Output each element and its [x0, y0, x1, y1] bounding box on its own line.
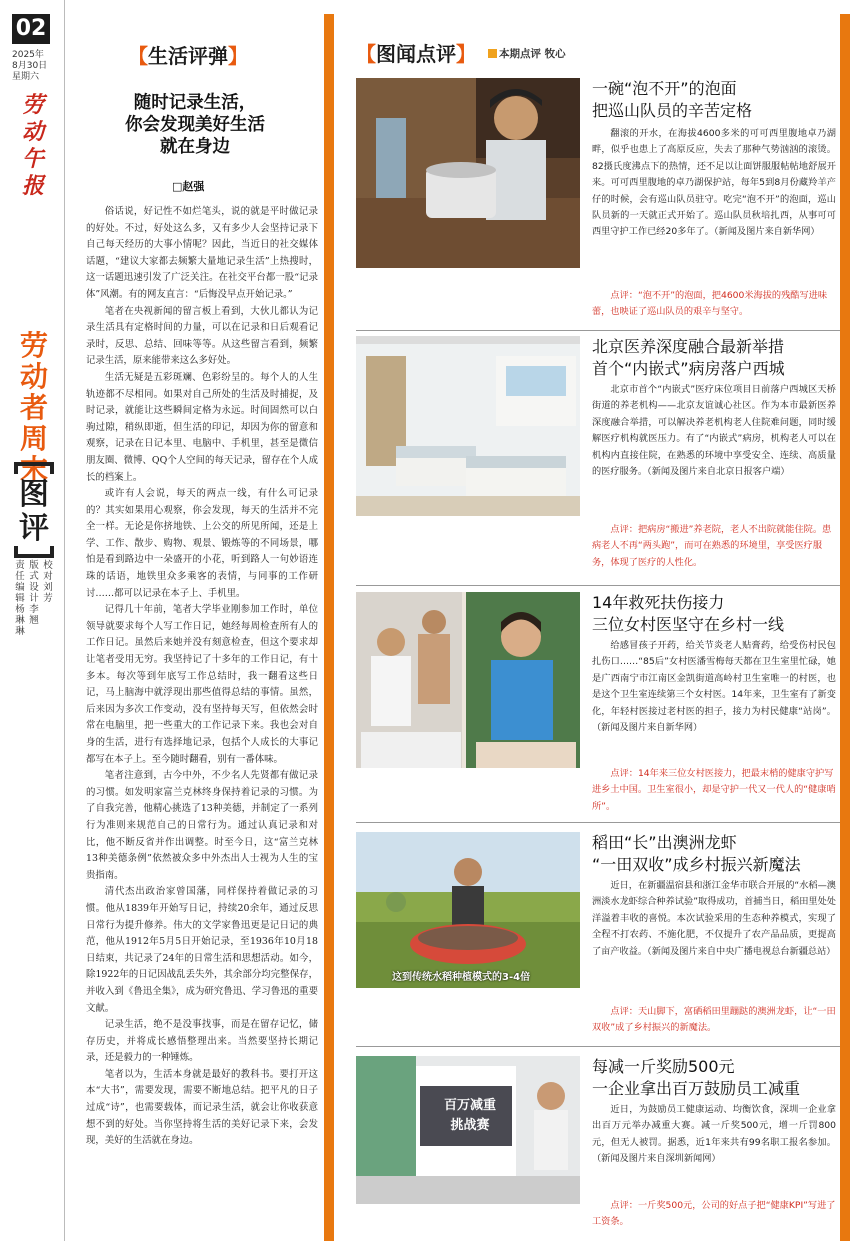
paragraph: 笔者在央视新闻的留言板上看到，大伙儿都认为记录生活具有定格时间的力量，可以在记录和日后观看记录时，反思、总结、回味等等。从这些留言看到，频繁记录生活，原来能带来这么多好处。 [86, 305, 318, 367]
story-photo [356, 78, 580, 268]
paragraph: 俗话说，好记性不如烂笔头，说的就是平时做记录的好处。不过，好处这么多，又有多少人会坚持记录下自己每天经历的大事小情呢？因此，当近日的社交媒体话题，“建议大家都去频繁大量地记录生活”上热搜时，这一话题迅速引发了广泛关注。在社交平台都一股“记录体”风潮。有的网友直言：“后悔没早点开始记录。” [86, 206, 318, 300]
story-title: 14年救死扶伤接力 三位女村医坚守在乡村一线 [592, 593, 785, 634]
story-body: 给感冒孩子开药，给关节炎老人贴膏药，给受伤村民包扎伤口……“85后”女村医潘雪梅每天都在卫生室里忙碌，她是广西南宁市江南区金凯街道高岭村卫生室唯一的村医，也是这个卫生室连续第三个女村医。14年来，卫生室有了新变化，年轻村医接过老村医的担子，接力为村民健康“站岗”。（新闻及图片来自新华网） [592, 640, 836, 734]
column-tag: 【图闻点评】 [356, 42, 476, 66]
story-divider [356, 330, 840, 331]
story-comment: 点评：14年来三位女村医接力，把最末梢的健康守护写进乡土中国。卫生室很小，却是守护一代又一代人的“健康哨所”。 [592, 768, 836, 812]
credit-proofreader: 校 对 刘芳 [43, 560, 53, 604]
story-photo [356, 336, 580, 516]
news-story [356, 1056, 840, 1236]
story-body: 近日，在新疆温宿县和浙江金华市联合开展的“水稻—澳洲淡水龙虾综合种养试验”取得成功，首捕当日，稻田里处处洋溢着丰收的喜悦。本次试验采用的生态种养模式，实现了全程不打农药、不施化肥，不仅提升了农产品品质，更提高了亩产收益。（新闻及图片来自中央广播电视总台新疆总站） [592, 880, 836, 957]
article-body [86, 204, 318, 1150]
paragraph: 记得几十年前，笔者大学毕业刚参加工作时，单位领导就要求每个人写工作日记，她经每周检查所有人的工作日记。虽然后来她并没有刻意检查，但这个要求却让笔者受用无穷。我坚持记了十多年的工作日记，有十多本。每次等到年底写工作总结时，我一翻看这些日记，马上脑海中就浮现出那些值得总结的事情。虽然，后来因为多次工作变动，没有坚持每天写，但依然会时常在电脑里，把一些重大的工作记录下来。我也会对自身的生活，进行有选择地记录，包括个人成长的大事记都写在本子上。至今随时翻看，别有一番体味。 [86, 604, 318, 765]
masthead-strip [0, 0, 70, 1241]
story-comment: 点评：天山脚下，富硒稻田里蹦跶的澳洲龙虾，让“一田双收”成了乡村振兴的新魔法。 [592, 1006, 836, 1034]
story-comment: 点评：“泡不开”的泡面，把4600米海拔的残酷写进味蕾，也映证了巡山队员的艰辛与坚守。 [592, 290, 828, 318]
paragraph: 笔者注意到，古今中外，不少名人先贤都有做记录的习惯。如发明家富兰克林终身保持着记录的习惯。为了自我完善，他精心挑选了13种美德，并制定了一系列行为准则来规范自己的日常行为。通过认真记录和对比，他不断反省并作出调整。时至今日，这“富兰克林13种美德条例”依然被众多中外杰出人士视为人生的宝贵指南。 [86, 770, 318, 881]
news-story [356, 592, 840, 822]
date-month-day: 8月30日 [12, 61, 48, 71]
story-divider [356, 585, 840, 586]
news-story [356, 78, 840, 328]
article-headline: 随时记录生活， 你会发现美好生活 就在身边 [125, 93, 265, 157]
story-photo [356, 1056, 580, 1204]
paragraph: 记录生活，绝不是没事找事，而是在留存记忆，储存历史，并将成长感悟整理出来。当然要坚持长期记录，还是毅力的一种锤炼。 [86, 1019, 318, 1064]
newspaper-logo: 劳动午报 [21, 92, 44, 199]
bracket-top-decoration [14, 462, 54, 474]
orange-edge [840, 14, 850, 1241]
column-subhead: 本期点评 牧心 [499, 48, 566, 60]
story-body: 近日，为鼓励员工健康运动、均衡饮食，深圳一企业拿出百万元举办减重大赛。减一斤奖500元，增一斤罚800元，但无人被罚。据悉，近1年来共有99名职工报名参加。（新闻及图片来自深圳新闻网） [592, 1104, 836, 1165]
photo-sign-line2: 挑战赛 [450, 1118, 490, 1133]
paragraph: 清代杰出政治家曾国藩，同样保持着做记录的习惯。他从1839年开始写日记，持续20余年，通过反思日常行为提升修养。伟大的文学家鲁迅更是记日记的典范，他从1912年5月5日开始记录，至1936年10月18日结束，共记录了24年的日常生活和思想活动。如今，除1922年的日记因战乱丢失外，其余部分均完整保存，并收入到《鲁迅全集》，成为研究鲁迅、学习鲁迅的重要文献。 [86, 886, 318, 1014]
credit-editor: 责任编辑 杨琳琳 [15, 560, 25, 637]
story-comment: 点评：把病房“搬进”养老院，老人不出院就能住院。患病老人不再“两头跑”，而可在熟悉的环境里，享受医疗服务，体现了医疗的人性化。 [592, 524, 832, 568]
photo-caption: 这到传统水稻种植模式的3-4倍 [392, 972, 531, 983]
credit-designer: 版式设计 李翘 [29, 560, 39, 626]
news-story [356, 832, 840, 1042]
orange-separator [324, 14, 334, 1241]
column-tag: 【生活评弹】 [128, 44, 248, 68]
story-photo [356, 592, 580, 768]
story-body: 翻滚的开水，在海拔4600多米的可可西里腹地卓乃湖畔，似乎也患上了高原反应，失去了那种气势汹汹的滚烫。82摄氏度沸点下的热情，还不足以让面饼服服帖帖地舒展开来。可可西里腹地的卓乃湖保护站，每年5到8月份藏羚羊产仔的时候，会有巡山队员驻守。吃完“泡不开”的泡面，巡山队员新的一天就正式开始了。巡山队员秋培扎西，从事可可西里守护工作已经20多年了。（新闻及图片来自新华网） [592, 128, 836, 238]
date-weekday: 星期六 [12, 72, 40, 82]
story-comment: 点评：一斤奖500元，公司的好点子把“健康KPI”写进了工资条。 [592, 1200, 836, 1228]
bracket-bottom-decoration [14, 546, 54, 558]
paragraph: 或许有人会说，每天的两点一线，有什么可记录的？其实如果用心观察，你会发现，每天的生活并不完全一样。无论是你挤地铁、上公交的所见所闻，还是上学、工作、散步、购物、观景、锻炼等的不同场景，哪怕是看到路边中一朵盛开的小花，听到路人一句妙语连珠的话语，地铁里众多乘客的表情，与同事的工作研讨……都可以记录在本子上、手机里。 [86, 488, 318, 599]
section-subtitle: 图评 [19, 477, 49, 546]
story-title: 北京医养深度融合最新举措 首个“内嵌式”病房落户西城 [592, 337, 785, 378]
square-icon [488, 49, 497, 58]
story-title: 稻田“长”出澳洲龙虾 “一田双收”成乡村振兴新魔法 [592, 833, 801, 874]
page-number: 02 [12, 14, 50, 44]
story-title: 每减一斤奖励500元 一企业拿出百万鼓励员工减重 [592, 1057, 801, 1098]
section-title: 劳动者周末 [19, 329, 48, 486]
story-title: 一碗“泡不开”的泡面 把巡山队员的辛苦定格 [592, 79, 753, 120]
news-story [356, 336, 840, 586]
byline: □赵强 [172, 180, 205, 193]
story-body: 北京市首个“内嵌式”医疗床位项目日前落户西城区天桥街道的养老机构——北京友谊诚心社区。作为本市最新医养深度融合举措，可以解决养老机构老人住院难问题，同时缓解医疗机构就医压力。有了“内嵌式”病房，机构老人可以在机构内直接住院，在熟悉的环境中享受安全、连续、高质量的医疗服务。（新闻及图片来自北京日报客户端） [592, 384, 836, 478]
column-divider [64, 0, 65, 1241]
story-photo [356, 832, 580, 988]
paragraph: 生活无疑是五彩斑斓、色彩纷呈的。每个人的人生轨迹都不尽相同。如果对自己所处的生活及时捕捉，及时记录，就能让这些瞬间定格为永远。时间固然可以白驹过隙，稍纵即逝，但生活的印记，却因为你的留意和观察，记录在日记本里、电脑中、手机里，甚至是微信朋友圈、微博、QQ个人空间的每天记录，留存在个人成长的档案上。 [86, 371, 318, 483]
date-year: 2025年 [12, 50, 44, 60]
story-divider [356, 1046, 840, 1047]
paragraph: 笔者以为，生活本身就是最好的教科书。要打开这本“大书”，需要发现，需要不断地总结。把平凡的日子过成“诗”，也需要载体，而记录生活，就会让你收获意想不到的好处。当你坚持将生活的美好记录下来，会发现，美好的生活就在身边。 [86, 1068, 318, 1147]
photo-sign-line1: 百万减重 [443, 1098, 496, 1113]
story-divider [356, 822, 840, 823]
